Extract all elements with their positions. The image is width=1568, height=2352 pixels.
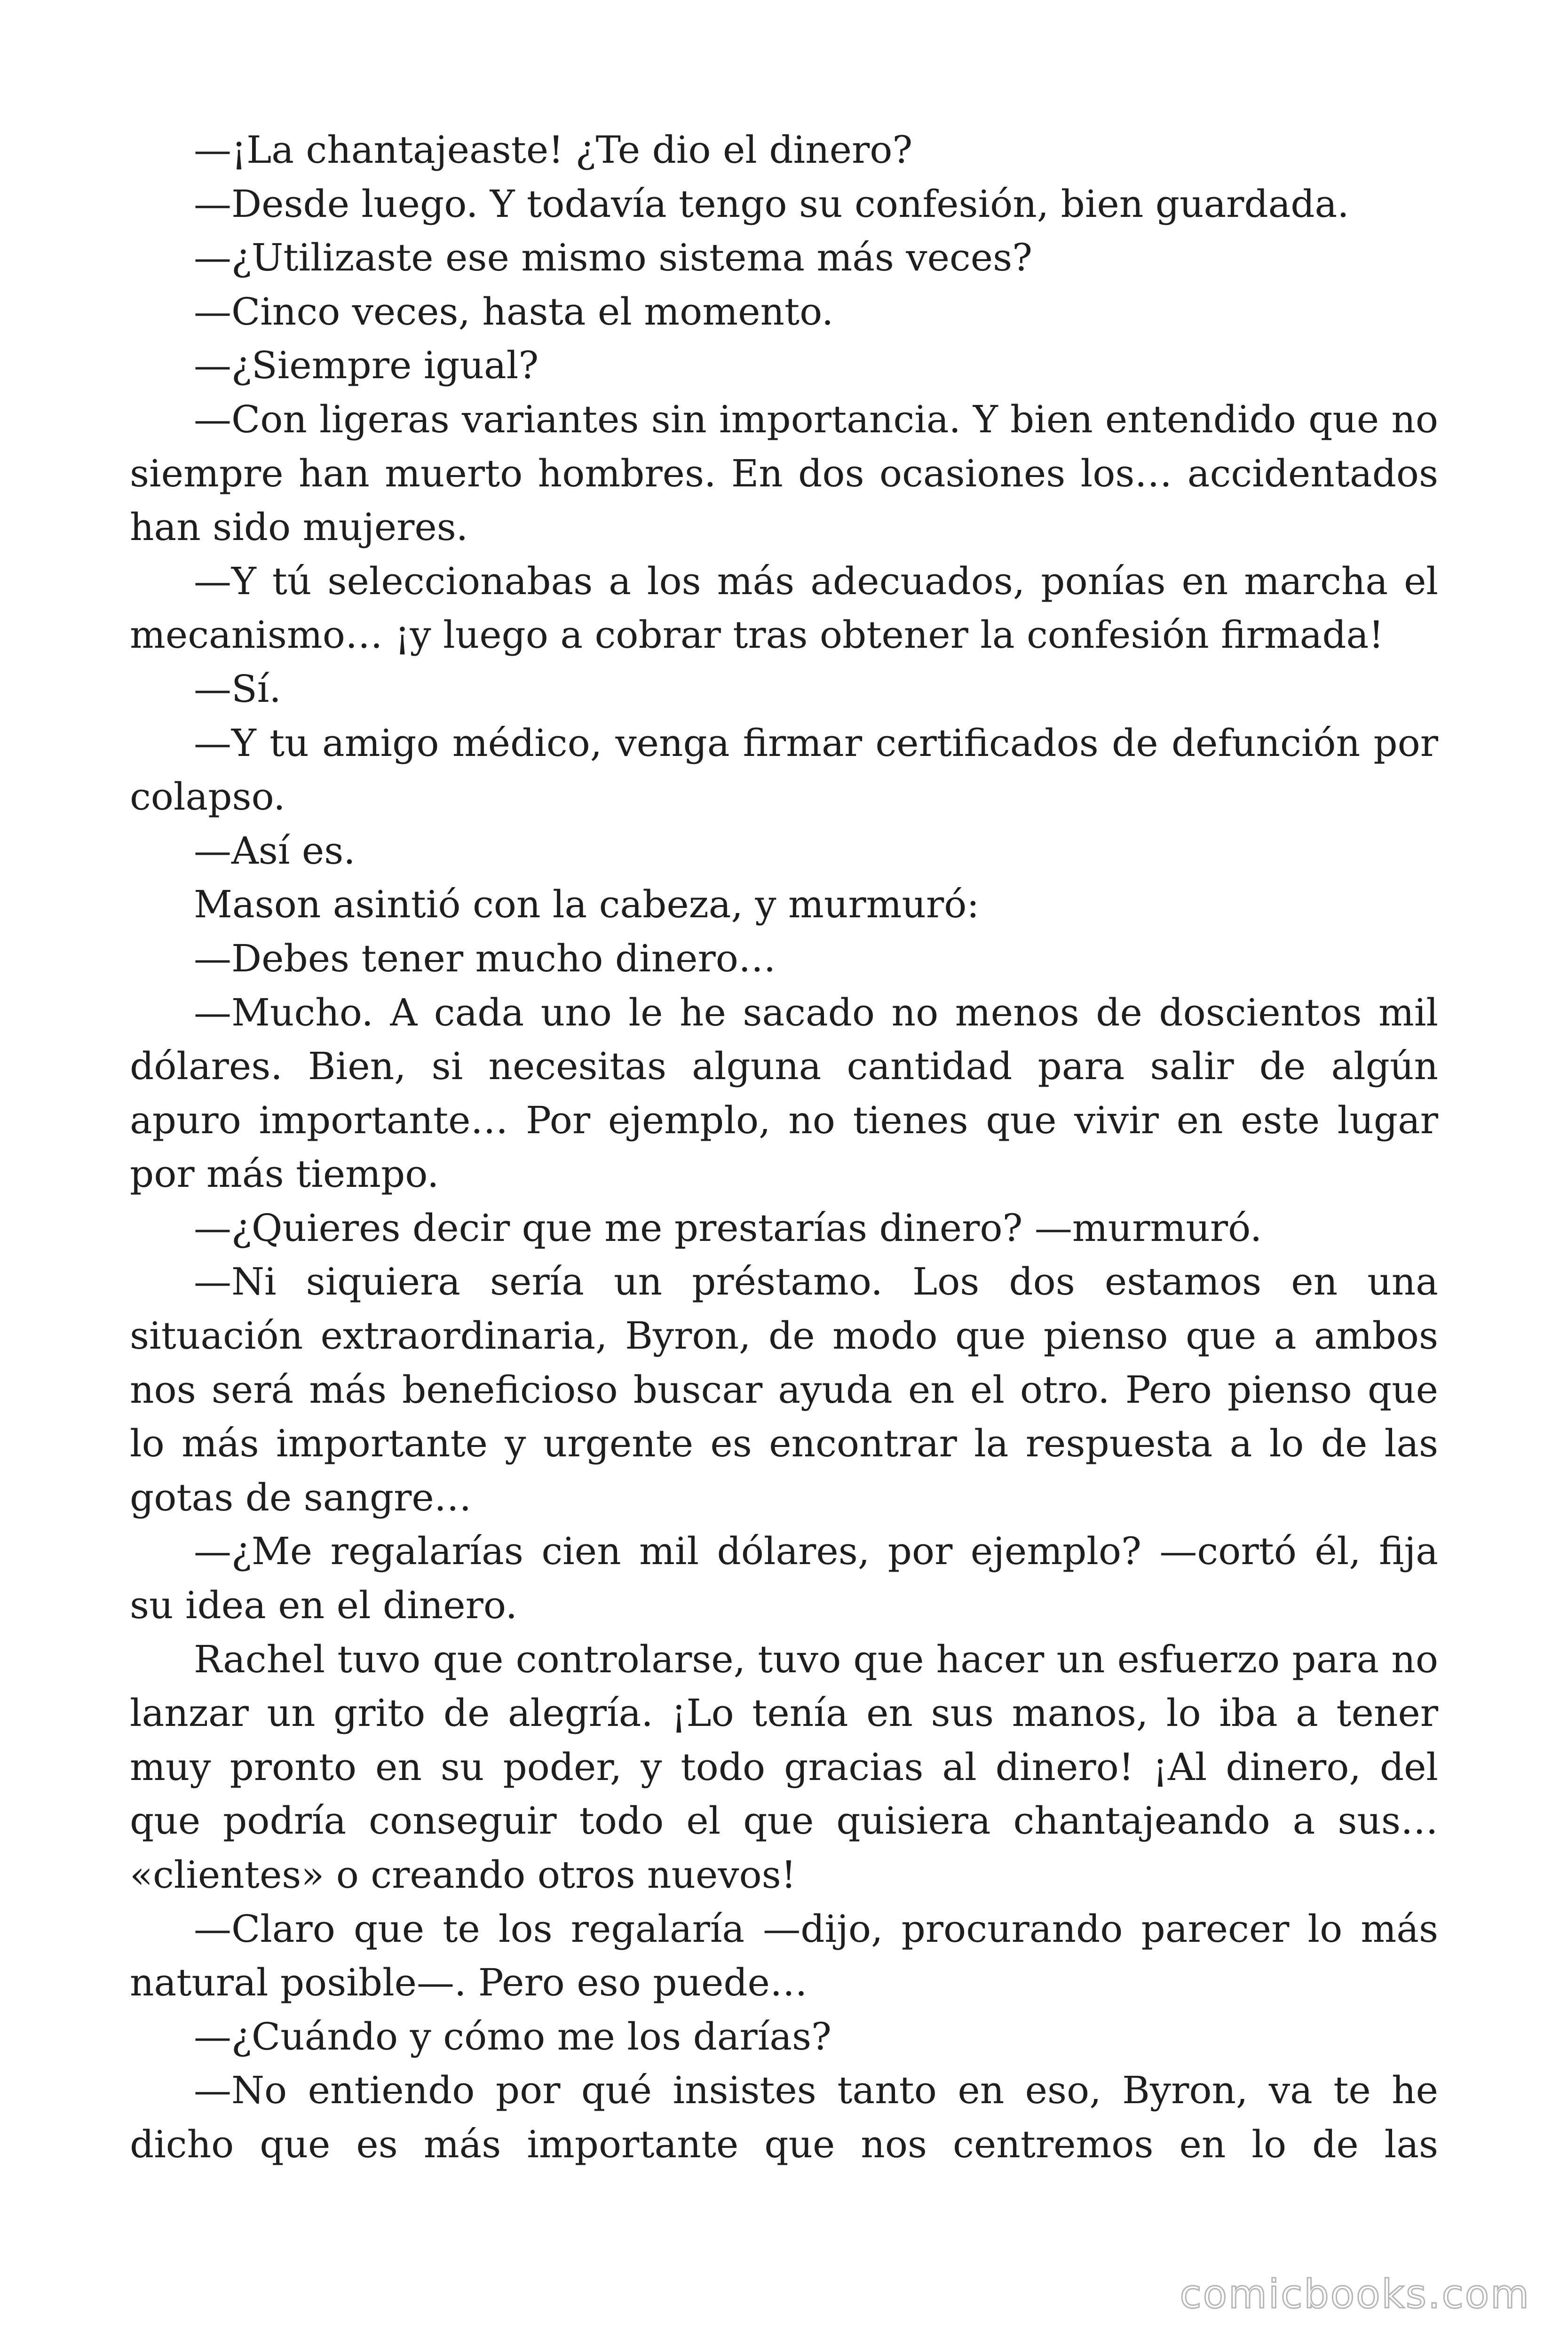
paragraph: —Debes tener mucho dinero… [194, 936, 776, 980]
paragraph: —Así es. [194, 828, 356, 873]
watermark-logo: comicbooks.com [1180, 2271, 1530, 2317]
paragraph: Rachel tuvo que controlarse, tuvo que hacer un esfuerzo para no lanzar un grito de alegría. ¡Lo tenía en sus manos, lo iba a tener muy pronto en su poder, y todo gracias al dinero! ¡Al dinero, del que podría conseguir todo el que quisiera chantajeando a sus… «clientes» o creando otros nuevos! [130, 1637, 1438, 1897]
paragraph: —Sí. [194, 667, 281, 711]
paragraph: Mason asintió con la cabeza, y murmuró: [194, 882, 980, 927]
paragraph: —No entiendo por qué insistes tanto en eso, Byron, va te he dicho que es más importante que nos centremos en lo de las [130, 2068, 1438, 2166]
paragraph: —Cinco veces, hasta el momento. [194, 289, 834, 334]
paragraph: —¿Me regalarías cien mil dólares, por ejemplo? —cortó él, fija su idea en el dinero. [130, 1529, 1438, 1628]
paragraph: —Ni siquiera sería un préstamo. Los dos estamos en una situación extraordinaria, Byron, de modo que pienso que a ambos nos será más beneficioso buscar ayuda en el otro. Pero pienso que lo más importante y urgente es encontrar la respuesta a lo de las gotas de sangre… [130, 1260, 1438, 1519]
paragraph: —¿Utilizaste ese mismo sistema más veces? [194, 236, 1033, 280]
body-text [130, 123, 1438, 2172]
paragraph: —¿Siempre igual? [194, 343, 539, 388]
paragraph: —¡La chantajeaste! ¿Te dio el dinero? [194, 128, 913, 172]
paragraph: —Mucho. A cada uno le he sacado no menos de doscientos mil dólares. Bien, si necesitas alguna cantidad para salir de algún apuro importante… Por ejemplo, no tienes que vivir en este lugar por más tiempo. [130, 990, 1438, 1196]
paragraph: —¿Quieres decir que me prestarías dinero? —murmuró. [194, 1206, 1262, 1250]
paragraph: —Y tu amigo médico, venga firmar certificados de defunción por colapso. [130, 721, 1438, 819]
paragraph: —¿Cuándo y cómo me los darías? [194, 2014, 832, 2058]
paragraph: —Claro que te los regalaría —dijo, procurando parecer lo más natural posible—. Pero eso puede… [130, 1907, 1438, 2005]
paragraph: —Y tú seleccionabas a los más adecuados, ponías en marcha el mecanismo… ¡y luego a cobrar tras obtener la confesión firmada! [130, 559, 1438, 657]
paragraph: —Desde luego. Y todavía tengo su confesión, bien guardada. [194, 182, 1349, 226]
paragraph: —Con ligeras variantes sin importancia. Y bien entendido que no siempre han muerto hombres. En dos ocasiones los… accidentados han sido mujeres. [130, 397, 1438, 549]
